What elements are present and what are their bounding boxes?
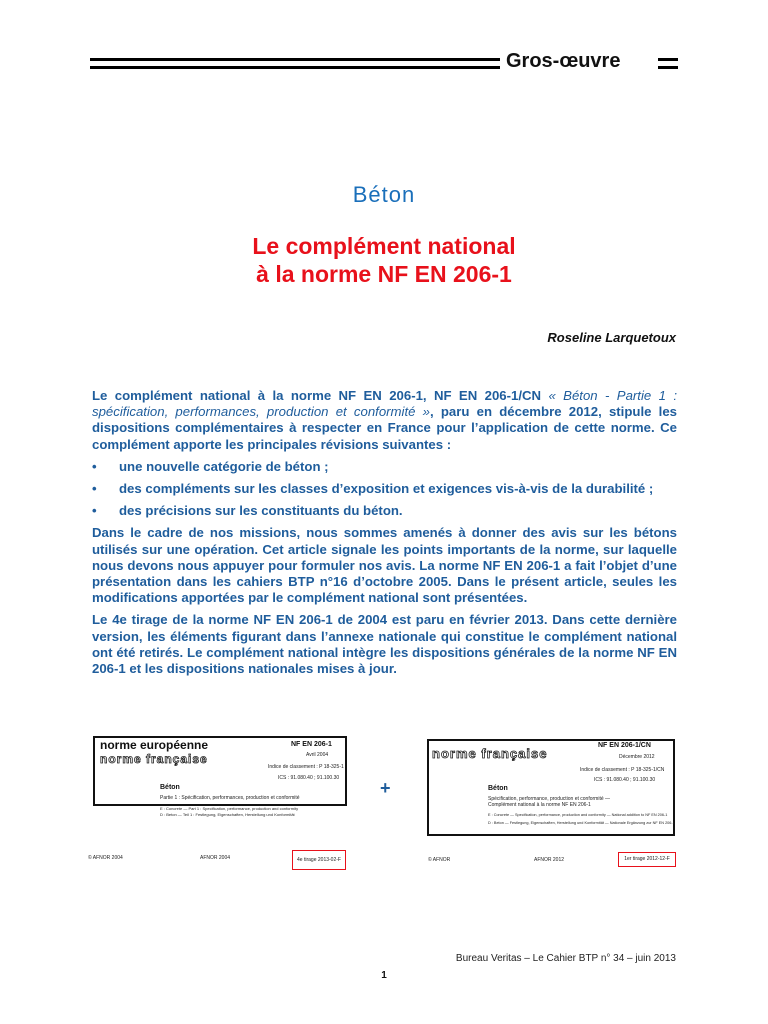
intro-italic: « Béton - Partie 1 : spécification, performances, production et conformité » [92,388,677,420]
intro-text-end: , paru en décembre 2012, stipule les dispositions complémentaires à respecter en France pour l’application de cette norme. Ce complément apporte les principales révisions suivantes : [92,404,677,452]
list-item [92,503,677,519]
article-body [92,388,677,683]
cover-product: Béton [488,785,508,792]
cover-footer-mid: AFNOR 2004 [200,855,231,861]
cover-tirage-box: 1er tirage 2012-12-F [618,852,676,867]
title-line-1: Le complément national [252,233,516,259]
cover-subtitle: Partie 1 : Spécification, performances, production et conformité [160,795,300,801]
intro-paragraph [92,388,677,453]
cover-norme-europeenne: norme européenne [100,738,209,752]
cover-lang-e: E : Concrete — Part 1 : Specification, performance, production and conformity [160,806,299,811]
cover-norme-francaise: norme française [432,746,548,761]
bullet-icon: • [92,481,97,497]
header-rule-right [658,58,678,69]
cover-date: Avril 2004 [306,752,329,758]
cover-ics: ICS : 91.080.40 ; 91.100.30 [594,777,656,783]
cover-subtitle-2: Complément national à la norme NF EN 206-1 [488,802,591,808]
cover-ref: NF EN 206-1/CN [598,742,651,749]
cover-product: Béton [160,784,180,791]
author: Roseline Larquetoux [547,330,676,345]
cover-footer-left: © AFNOR 2004 [88,855,123,861]
category-title: Béton [352,182,416,207]
cover-indice: Indice de classement : P 18-325-1 [268,764,344,770]
bullet-icon: • [92,503,97,519]
paragraph: Le 4e tirage de la norme NF EN 206-1 de 2004 est paru en février 2013. Dans cette dernière version, les éléments figurant dans l’annexe nationale qui constitue le complément national ont été retirés. Le complément national intègre les dispositions générales de la norme NF EN 206-1 et les dispositions nationales mises à jour. [92,612,677,677]
title-line-2: à la norme NF EN 206-1 [256,261,512,287]
cover-tirage-box: 4e tirage 2013-02-F [292,850,346,870]
list-item [92,459,677,475]
cover-footer-mid: AFNOR 2012 [534,857,565,863]
paragraph: Dans le cadre de nos missions, nous sommes amenés à donner des avis sur les bétons utilisés sur une opération. Cet article signale les points importants de la norme, sur laquelle nous devons nous appuyer pour formuler nos avis. La norme NF EN 206-1 a fait l’objet d’une présentation dans les cahiers BTP n°16 d’octobre 2005. Dans le présent article, seules les modifications apportées par le complément national sont présentées. [92,525,677,606]
cover-indice: Indice de classement : P 18-325-1/CN [580,767,665,773]
cover-nf-en-206-1-cn [424,736,684,836]
cover-ics: ICS : 91.080.40 ; 91.100.30 [278,775,340,781]
page-number: 1 [381,970,387,981]
article-title [0,232,768,288]
section-title: Gros-œuvre [506,50,621,72]
header-rule-left [90,58,500,69]
cover-subtitle-1: Spécification, performance, production et conformité — [488,796,611,802]
cover-lang-e: E : Concrete — Specification, performance, production and conformity — National addition to NF EN 206-1 [488,813,668,817]
list-item-text: une nouvelle catégorie de béton ; [119,458,329,474]
revisions-list [92,459,677,520]
cover-nf-en-206-1 [88,732,358,827]
intro-text: Le complément national à la norme NF EN 206-1, NF EN 206-1/CN [92,388,549,403]
list-item [92,481,677,497]
cover-lang-d: D : Beton — Teil 1 : Festlegung, Eigenschaften, Herstellung und Konformität [160,812,295,817]
plus-sign: + [380,778,391,798]
cover-ref: NF EN 206-1 [291,741,332,748]
page-footer-source: Bureau Veritas – Le Cahier BTP n° 34 – juin 2013 [455,953,676,964]
cover-footer-left: © AFNOR [428,857,451,863]
cover-norme-francaise: norme française [100,752,208,766]
bullet-icon: • [92,458,97,474]
list-item-text: des compléments sur les classes d’exposition et exigences vis-à-vis de la durabilité ; [119,481,654,497]
cover-lang-d: D : Beton — Festlegung, Eigenschaften, Herstellung und Konformität — Nationale Ergänzung zur NF EN 206-1 [488,821,675,825]
cover-date: Décembre 2012 [619,754,655,760]
list-item-text: des précisions sur les constituants du béton. [119,503,403,519]
